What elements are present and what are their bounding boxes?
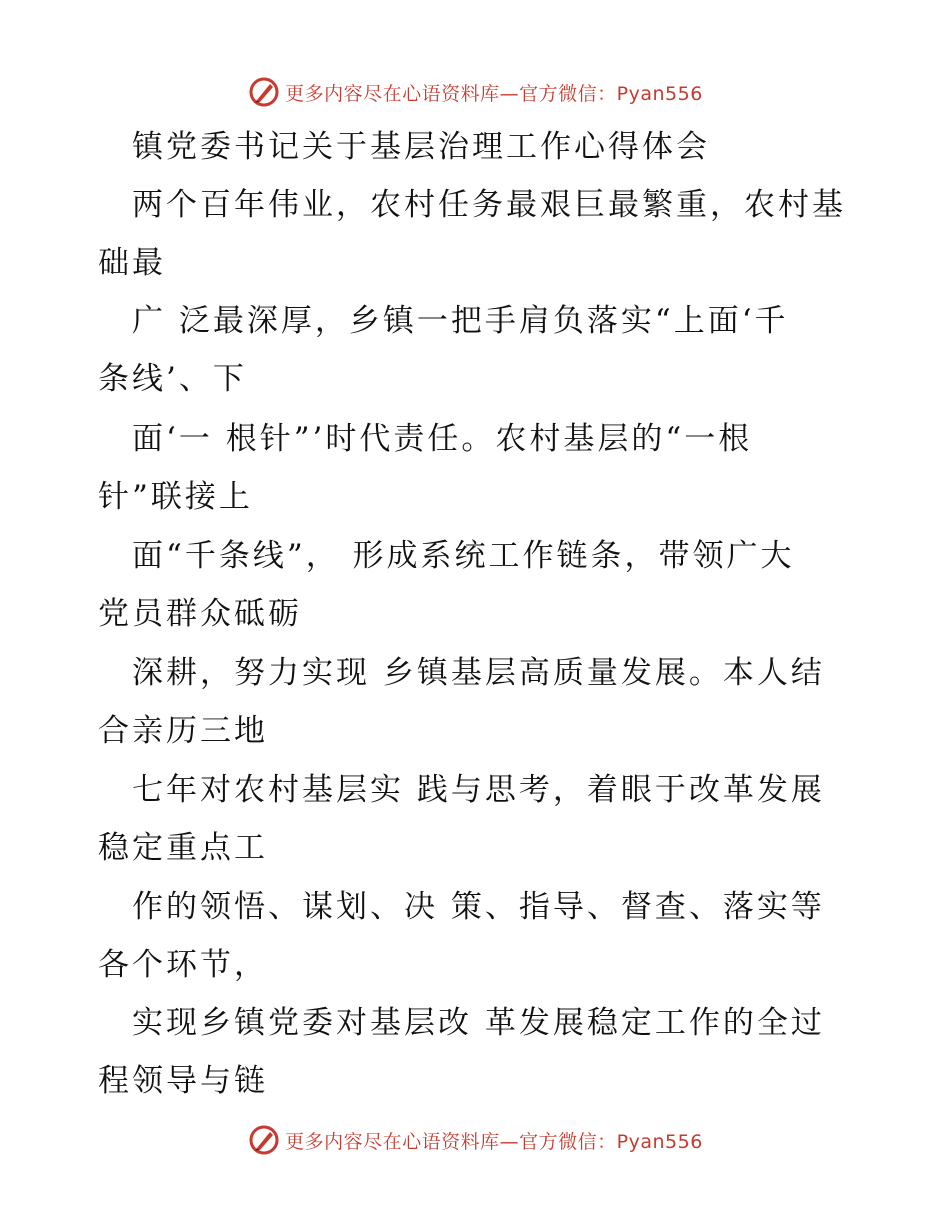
footer-banner-text: 更多内容尽在心语资料库—官方微信：Pyan556	[285, 1130, 703, 1153]
text-line: 合亲历三地	[98, 713, 268, 749]
header-banner	[0, 72, 950, 112]
text-line: 广 泛最深厚，乡镇一把手肩负落实“上面‘千	[98, 303, 789, 339]
text-line: 针”联接上	[98, 479, 253, 515]
text-line: 程领导与链	[98, 1063, 268, 1099]
text-line: 条线’、下	[98, 361, 247, 397]
text-line: 面‘一 根针”’时代责任。农村基层的“一根	[98, 421, 753, 457]
text-line: 实现乡镇党委对基层改 革发展稳定工作的全过	[98, 1005, 825, 1041]
footer-banner	[0, 1120, 950, 1160]
text-line: 作的领悟、谋划、决 策、指导、督查、落实等	[98, 889, 825, 925]
text-line: 础最	[98, 245, 166, 281]
text-line: 面“千条线”， 形成系统工作链条，带领广大	[98, 538, 795, 574]
header-banner-text: 更多内容尽在心语资料库—官方微信：Pyan556	[285, 82, 703, 105]
text-line: 深耕，努力实现 乡镇基层高质量发展。本人结	[98, 655, 825, 691]
text-line: 稳定重点工	[98, 830, 268, 866]
text-line: 党员群众砥砺	[98, 596, 302, 632]
text-line: 各个环节，	[98, 947, 268, 983]
pen-logo-icon	[247, 75, 281, 109]
pen-logo-icon	[247, 1123, 281, 1157]
text-line: 两个百年伟业，农村任务最艰巨最繁重，农村基	[98, 187, 846, 223]
text-line: 七年对农村基层实 践与思考，着眼于改革发展	[98, 772, 825, 808]
document-title: 镇党委书记关于基层治理工作心得体会	[98, 129, 710, 165]
